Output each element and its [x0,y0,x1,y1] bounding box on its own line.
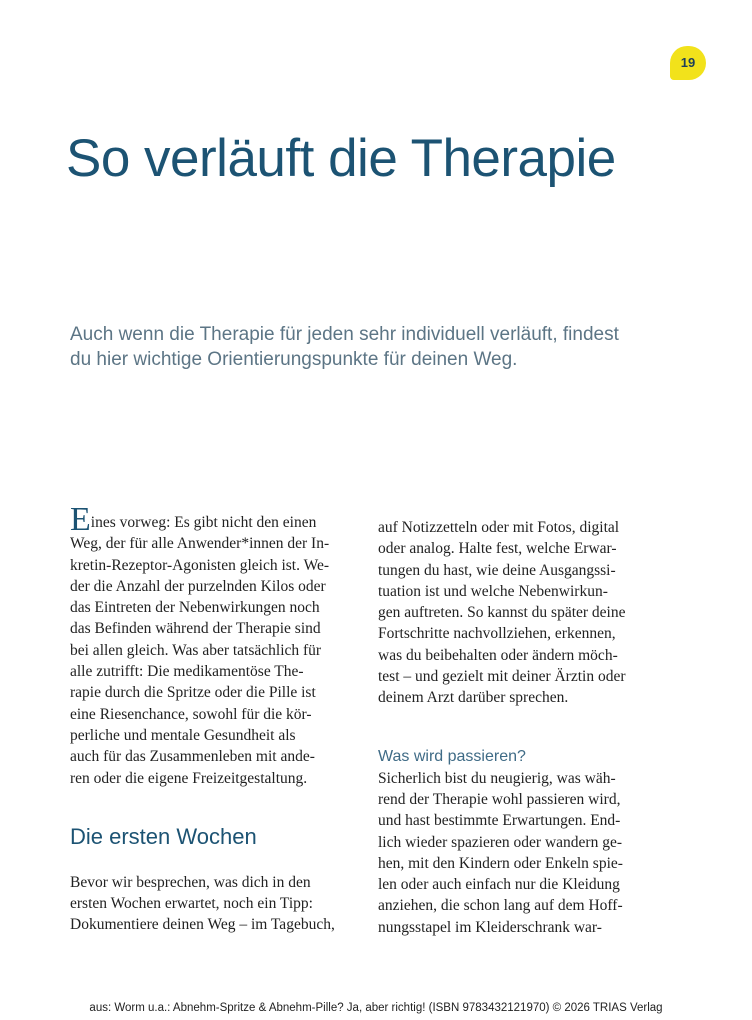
text-line: kretin-Rezeptor-Agonisten gleich ist. We- [70,556,329,574]
text-line: alle zutrifft: Die medikamentöse The- [70,663,304,681]
text-line: auf Notizzetteln oder mit Fotos, digital [378,519,620,536]
intro-line: du hier wichtige Orientierungspunkte für deinen Weg. [70,349,518,370]
section-heading: Die ersten Wochen [70,823,257,849]
text-line: tungen du hast, wie deine Ausgangssi- [378,561,616,579]
right-column [378,517,660,938]
paragraph-documentation [378,517,660,709]
text-line: ersten Wochen erwartet, noch ein Tipp: [70,895,313,913]
intro-line: Auch wenn die Therapie für jeden sehr individuell verläuft, findest [70,324,619,345]
text-line: perliche und mentale Gesundheit als [70,726,296,744]
left-column [70,501,352,936]
text-line: rend der Therapie wohl passieren wird, [378,790,621,808]
text-line: rapie durch die Spritze oder die Pille ist [70,684,316,702]
text-line: lich wieder spazieren oder wandern ge- [378,833,623,851]
text-line: gen auftreten. So kannst du später deine [378,604,626,622]
text-line: oder analog. Halte fest, welche Erwar- [378,540,617,558]
paragraph-first-weeks [70,872,352,936]
intro-text [70,322,670,372]
text-line: tuation ist und welche Nebenwirkun- [378,582,608,600]
sub-heading: Was wird passieren? [378,747,526,765]
text-line: deinem Arzt darüber sprechen. [378,689,569,707]
text-line: bei allen gleich. Was aber tatsächlich für [70,641,322,659]
text-line: nungsstapel im Kleiderschrank war- [378,918,602,936]
text-line: len oder auch einfach nur die Kleidung [378,876,620,894]
text-line: das Eintreten der Nebenwirkungen noch [70,599,320,617]
text-line: und hast bestimmte Erwartungen. End- [378,812,621,830]
text-line: was du beibehalten oder ändern möch- [378,646,618,664]
text-line [70,501,352,538]
paragraph-expectations [378,768,660,938]
text-line: Weg, der für alle Anwender*innen der In- [70,535,330,553]
text-line: Sicherlich bist du neugierig, was wäh- [378,769,616,787]
text-line: test – und gezielt mit deiner Ärztin oder [378,668,626,686]
text-line: auch für das Zusammenleben mit ande- [70,748,315,766]
text-line: der die Anzahl der purzelnden Kilos oder [70,577,326,595]
text-line: Dokumentiere deinen Weg – im Tagebuch, [70,916,335,934]
text-line: hen, mit den Kindern oder Enkeln spie- [378,854,623,872]
text-line: Bevor wir besprechen, was dich in den [70,873,311,891]
text-line: Fortschritte nachvollziehen, erkennen, [378,625,616,643]
page-number-badge: 19 [670,46,706,80]
chapter-title: So verläuft die Therapie [66,129,616,188]
text-line-rest: ines vorweg: Es gibt nicht den einen [90,514,317,531]
text-line: ren oder die eigene Freizeitgestaltung. [70,769,308,787]
source-footer: aus: Worm u.a.: Abnehm-Spritze & Abnehm-Pille? Ja, aber richtig! (ISBN 9783432121970) © 2026 TRIAS Verlag [89,1002,663,1014]
paragraph-opening [70,501,352,789]
text-line: das Befinden während der Therapie sind [70,620,321,638]
text-line: eine Riesenchance, sowohl für die kör- [70,705,312,723]
dropcap: E [70,501,91,538]
text-line: anziehen, die schon lang auf dem Hoff- [378,897,623,915]
